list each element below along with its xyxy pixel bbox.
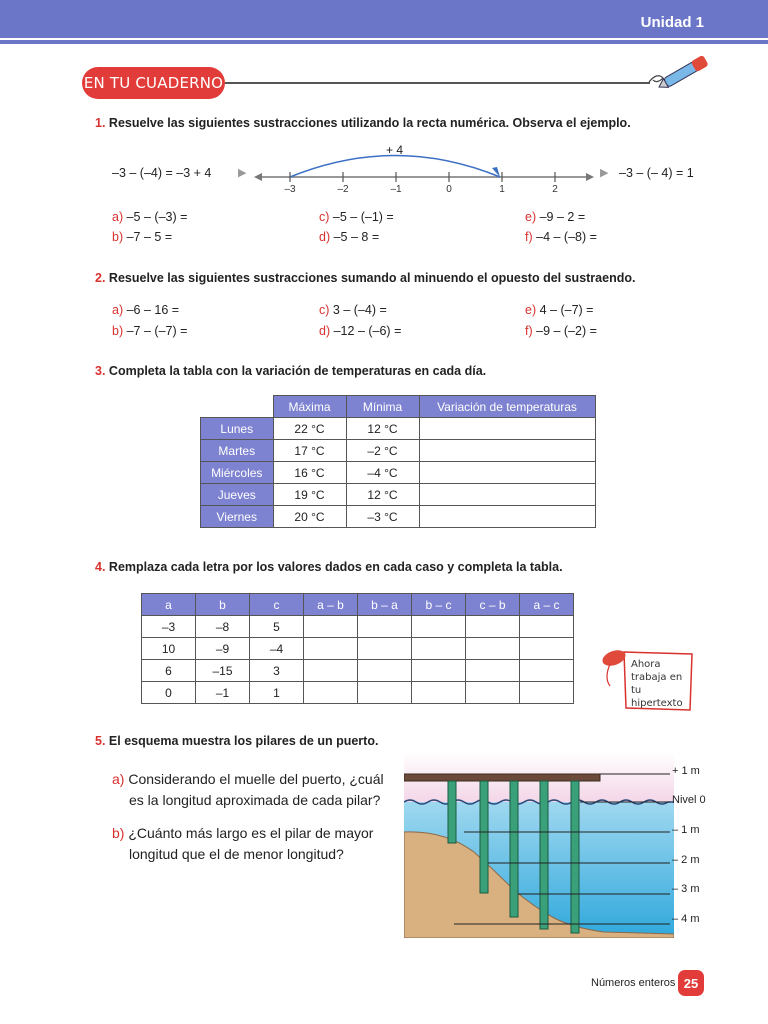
q2-prompt: 2. Resuelve las siguientes sustracciones sumando al minuendo el opuesto del sustraendo. bbox=[95, 271, 636, 285]
tick-label: 0 bbox=[446, 184, 452, 195]
section-badge: EN TU CUADERNO bbox=[82, 67, 225, 99]
q5-item-a: a) Considerando el muelle del puerto, ¿cuál es la longitud aproximada de cada pilar? bbox=[112, 771, 384, 808]
q5-item-b: b) ¿Cuánto más largo es el pilar de mayor longitud que el de menor longitud? bbox=[112, 825, 374, 862]
temperature-table bbox=[200, 395, 596, 528]
tick-label: –2 bbox=[337, 184, 349, 195]
page-number: 25 bbox=[678, 970, 704, 996]
q1-item-b: b) –7 – 5 = bbox=[112, 230, 173, 244]
q2-item-d: d) –12 – (–6) = bbox=[319, 324, 402, 338]
q2-item-e: e) 4 – (–7) = bbox=[525, 303, 594, 317]
level-minus-3: – 3 m bbox=[672, 883, 700, 895]
answer-cell[interactable] bbox=[419, 484, 595, 506]
col-header-max: Máxima bbox=[273, 396, 346, 418]
tick-label: 1 bbox=[499, 184, 505, 195]
level-plus-1: + 1 m bbox=[672, 765, 700, 777]
table-row: Lunes 22 °C 12 °C bbox=[201, 418, 596, 440]
table-row: Viernes 20 °C –3 °C bbox=[201, 506, 596, 528]
arc-label: + 4 bbox=[386, 143, 404, 157]
q2-item-c: c) 3 – (–4) = bbox=[319, 303, 387, 317]
unit-title: Unidad 1 bbox=[640, 14, 704, 31]
table-row: Jueves 19 °C 12 °C bbox=[201, 484, 596, 506]
q1-item-f: f) –4 – (–8) = bbox=[525, 230, 597, 244]
footer-chapter: Números enteros bbox=[591, 977, 676, 989]
q1-example-left: –3 – (–4) = –3 + 4 bbox=[112, 166, 212, 180]
tick-label: –1 bbox=[390, 184, 402, 195]
q1-example-right: –3 – (– 4) = 1 bbox=[619, 166, 694, 180]
q4-prompt: 4. Remplaza cada letra por los valores dados en cada caso y completa la tabla. bbox=[95, 560, 563, 574]
level-minus-1: – 1 m bbox=[672, 824, 700, 836]
table-row: Miércoles 16 °C –4 °C bbox=[201, 462, 596, 484]
substitution-table: a b c a – b b – a b – c c – b a – c –3 –8 5 10 –9 –4 6 –15 3 0 –1 1 bbox=[141, 593, 574, 704]
pen-icon bbox=[645, 54, 720, 90]
level-minus-2: – 2 m bbox=[672, 854, 700, 866]
table-row: 6 –15 3 bbox=[142, 660, 574, 682]
q1-item-d: d) –5 – 8 = bbox=[319, 230, 380, 244]
arrow-marker-right: ▶ bbox=[600, 167, 609, 179]
col-header-variation: Variación de temperaturas bbox=[419, 396, 595, 418]
q1-prompt: 1. Resuelve las siguientes sustracciones utilizando la recta numérica. Observa el ejemplo. bbox=[95, 116, 631, 130]
answer-cell[interactable] bbox=[419, 506, 595, 528]
table-row: 10 –9 –4 bbox=[142, 638, 574, 660]
col-header-min: Mínima bbox=[346, 396, 419, 418]
q2-item-b: b) –7 – (–7) = bbox=[112, 324, 188, 338]
answer-cell[interactable] bbox=[419, 440, 595, 462]
tick-label: 2 bbox=[552, 184, 558, 195]
header-underline bbox=[0, 40, 768, 44]
tick-label: –3 bbox=[284, 184, 296, 195]
section-divider bbox=[225, 82, 650, 84]
table-row: –3 –8 5 bbox=[142, 616, 574, 638]
q1-item-e: e) –9 – 2 = bbox=[525, 210, 586, 224]
table-row: Martes 17 °C –2 °C bbox=[201, 440, 596, 462]
table-row: 0 –1 1 bbox=[142, 682, 574, 704]
port-pillars-diagram bbox=[404, 752, 674, 938]
arrow-marker-left: ▶ bbox=[238, 167, 247, 179]
q1-item-c: c) –5 – (–1) = bbox=[319, 210, 394, 224]
q2-item-f: f) –9 – (–2) = bbox=[525, 324, 597, 338]
q3-prompt: 3. Completa la tabla con la variación de temperaturas en cada día. bbox=[95, 364, 487, 378]
q2-item-a: a) –6 – 16 = bbox=[112, 303, 180, 317]
answer-cell[interactable] bbox=[419, 418, 595, 440]
q1-item-a: a) –5 – (–3) = bbox=[112, 210, 188, 224]
level-0: Nivel 0 bbox=[672, 794, 706, 806]
level-minus-4: – 4 m bbox=[672, 913, 700, 925]
hypertext-note[interactable]: Ahora trabaja en tu hipertexto bbox=[596, 644, 696, 712]
answer-cell[interactable] bbox=[419, 462, 595, 484]
q5-prompt: 5. El esquema muestra los pilares de un puerto. bbox=[95, 734, 379, 748]
